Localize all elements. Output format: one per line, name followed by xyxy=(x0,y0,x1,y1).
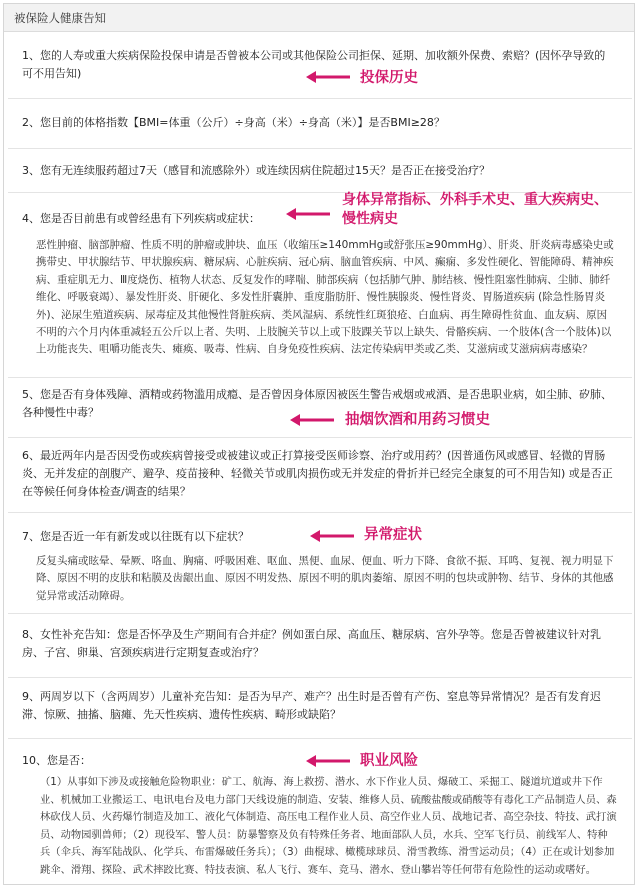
question-4-detail: 恶性肿瘤、脑部肿瘤、性质不明的肿瘤或肿块、血压（收缩压≥140mmHg或舒张压≥90mmHg）、肝炎、肝炎病毒感染史或携带史、甲状腺结节、甲状腺疾病、糖尿病、心脏疾病、冠心病、脑血管疾病、中风、癫痫、多发性硬化、智能障碍、精神疾病、重症肌无力、Ⅲ度烧伤、植物人状态、反复发作的哮喘、肺部疾病（包括肺气肿、肺结核、慢性阻塞性肺病、尘肺、肺纤维化、呼吸衰竭）、暴发性肝炎、肝硬化、多发性肝囊肿、重度脂肪肝、慢性胰腺炎、慢性肾炎、胃肠道疾病 (除急性肠胃炎外)、泌尿生殖道疾病、尿毒症及其他慢性肾脏疾病、类风湿病、系统性红斑狼疮、白血病、再生障碍性贫血、血友病、原因不明的六个月内体重减轻五公斤以上者、失明、上肢腕关节以上或下肢踝关节以上缺失、骨骼疾病、一个肢体(含一个肢体)以上功能丧失、咀嚼功能丧失、瘫痪、吸毒、性病、自身免疫性疾病、法定传染病甲类或乙类、艾滋病或艾滋病病毒感染？ xyxy=(36,239,614,356)
question-2: 2、您目前的体格指数【BMI=体重（公斤）÷身高（米）÷身高（米）】是否BMI≥28？ xyxy=(22,116,445,129)
separator xyxy=(8,677,632,678)
separator xyxy=(8,512,632,513)
arrow-left-icon xyxy=(306,70,350,84)
separator xyxy=(8,738,632,739)
callout-smoking-drinking: 抽烟饮酒和用药习惯史 xyxy=(345,412,490,428)
separator xyxy=(8,377,632,378)
question-4: 4、您是否目前患有或曾经患有下列疾病或症状： xyxy=(22,212,260,225)
callout-symptoms: 异常症状 xyxy=(364,527,422,543)
question-10: 10、您是否： xyxy=(22,754,91,767)
arrow-left-icon xyxy=(306,754,350,768)
question-3: 3、您有无连续服药超过7天（感冒和流感除外）或连续因病住院超过15天？是否正在接受治疗？ xyxy=(22,164,490,177)
question-10-detail: （1）从事如下涉及或接触危险物职业：矿工、航海、海上救捞、潜水、水下作业人员、爆破工、采掘工、隧道坑道或井下作业、机械加工业搬运工、电讯电台及电力部门天线设施的制造、安装、维修人员、硫酸盐酸或硝酸等有毒化工产品制造人员、森林砍伐人员、火药爆竹制造及加工、液化气体制造、高压电工程作业人员、高空作业人员、战地记者、高空杂技、特技、武打演员、动物园驯兽师；（2）现役军、警人员：防暴警察及负有特殊任务者、地面部队人员，水兵、空军飞行员、前线军人、特种兵（伞兵、海军陆战队、化学兵、布雷爆破任务兵）；（3）曲棍球、橄榄球球员、滑雪教练、滑雪运动员；（4）正在或计划参加跳伞、滑翔、探险、武术摔跤比赛、特技表演、私人飞行、赛车、竞马、潜水、登山攀岩等任何带有危险性的运动或嗜好。 xyxy=(40,776,617,876)
separator xyxy=(8,437,632,438)
separator xyxy=(8,613,632,614)
callout-insurance-history: 投保历史 xyxy=(360,70,418,86)
arrow-left-icon xyxy=(286,207,330,221)
separator xyxy=(8,148,632,149)
callout-occupational-risk: 职业风险 xyxy=(360,753,418,769)
question-6: 6、最近两年内是否因受伤或疾病曾接受或被建议或正打算接受医师诊察、治疗或用药？(因普通伤风或感冒、轻微的胃肠炎、无并发症的剖腹产、避孕、疫苗接种、轻微关节或肌肉损伤或无并发症的骨折并已经完全康复的可不用告知) 或是否正在等候任何身体检查/调查的结果？ xyxy=(22,449,613,498)
question-9: 9、两周岁以下（含两周岁）儿童补充告知：是否为早产、难产？出生时是否曾有产伤、窒息等异常情况？是否有发育迟滞、惊厥、抽搐、脑瘫、先天性疾病、遗传性疾病、畸形或缺陷？ xyxy=(22,690,601,721)
arrow-left-icon xyxy=(290,413,334,427)
question-7: 7、您是否近一年有新发或以往既有以下症状？ xyxy=(22,530,249,543)
arrow-left-icon xyxy=(310,529,354,543)
form-title: 被保险人健康告知 xyxy=(14,11,106,25)
callout-medical-history: 身体异常指标、外科手术史、重大疾病史、慢性病史 xyxy=(342,192,608,227)
question-1: 1、您的人寿或重大疾病保险投保申请是否曾被本公司或其他保险公司拒保、延期、加收额外保费、索赔？(因怀孕导致的可不用告知) xyxy=(22,49,606,80)
separator xyxy=(8,98,632,99)
form-header xyxy=(4,4,634,32)
question-7-detail: 反复头痛或眩晕、晕厥、咯血、胸痛、呼吸困难、呕血、黑便、血尿、便血、听力下降、食欲不振、耳鸣、复视、视力明显下降、原因不明的皮肤和粘膜及齿龈出血、原因不明发热、原因不明的肌肉萎缩、原因不明的包块或肿物、结节、身体的其他感觉异常或活动障碍。 xyxy=(36,555,614,602)
question-8: 8、女性补充告知：您是否怀孕及生产期间有合并症？例如蛋白尿、高血压、糖尿病、宫外孕等。您是否曾被建议针对乳房、子宫、卵巢、宫颈疾病进行定期复查或治疗？ xyxy=(22,628,601,659)
question-5: 5、您是否有身体残障、酒精或药物滥用成瘾、是否曾因身体原因被医生警告戒烟或戒酒、是否患职业病，如尘肺、矽肺、各种慢性中毒？ xyxy=(22,388,612,419)
